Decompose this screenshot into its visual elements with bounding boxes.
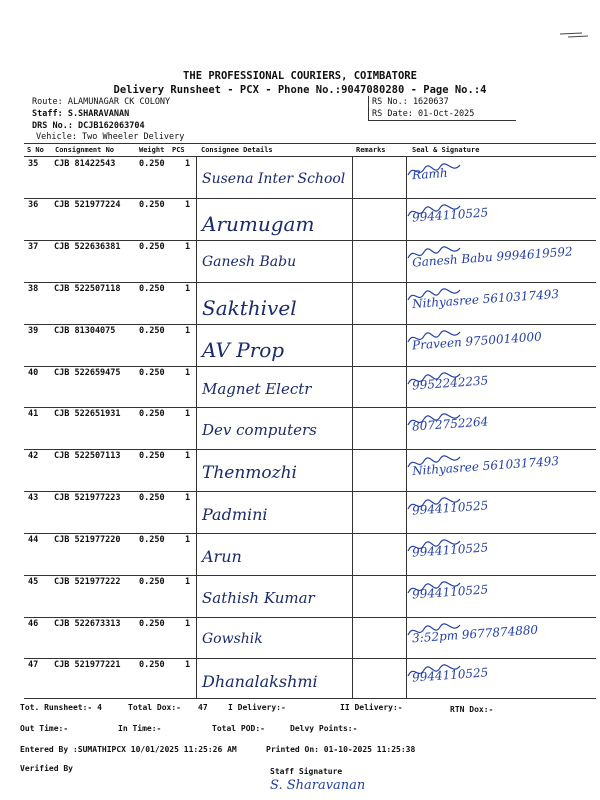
ii-delivery: II Delivery:- bbox=[340, 703, 403, 712]
row-sno: 38 bbox=[28, 284, 39, 294]
row-consignee: AV Prop bbox=[202, 338, 285, 362]
entered-by: Entered By :SUMATHIPCX 10/01/2025 11:25:26 AM bbox=[20, 745, 237, 754]
row-consignment-no: CJB 521977223 bbox=[54, 493, 121, 503]
table-header-line bbox=[24, 156, 596, 157]
row-sno: 39 bbox=[28, 326, 39, 336]
staff-signature-label: Staff Signature bbox=[270, 767, 343, 776]
row-pcs: 1 bbox=[185, 159, 191, 169]
row-separator bbox=[24, 491, 596, 492]
row-pcs: 1 bbox=[185, 577, 191, 587]
row-pcs: 1 bbox=[185, 200, 191, 210]
out-time: Out Time:- bbox=[20, 724, 69, 733]
drs-number: DRS No.: DCJB162063704 bbox=[32, 121, 145, 131]
i-delivery: I Delivery:- bbox=[228, 703, 286, 712]
staff: Staff: S.SHARAVANAN bbox=[32, 109, 130, 119]
signature-scribble bbox=[404, 411, 464, 431]
row-consignee: Ganesh Babu bbox=[202, 254, 297, 270]
row-weight: 0.250 bbox=[139, 159, 165, 169]
row-weight: 0.250 bbox=[139, 368, 165, 378]
row-signature-note: 9944110525 bbox=[411, 498, 489, 518]
row-sno: 43 bbox=[28, 493, 39, 503]
row-consignee: Susena Inter School bbox=[202, 171, 346, 187]
signature-scribble bbox=[404, 621, 464, 641]
row-consignment-no: CJB 81304075 bbox=[54, 326, 116, 336]
row-separator bbox=[24, 366, 596, 367]
row-weight: 0.250 bbox=[139, 284, 165, 294]
row-separator bbox=[24, 658, 596, 659]
row-sno: 46 bbox=[28, 619, 39, 629]
rtn-dox: RTN Dox:- bbox=[450, 705, 494, 714]
col-sno: S No bbox=[27, 146, 44, 154]
row-signature-note: 9952242235 bbox=[411, 373, 489, 393]
row-consignee: Magnet Electr bbox=[202, 380, 312, 398]
row-signature-note: 3:52pm 9677874880 bbox=[411, 622, 539, 646]
signature-scribble bbox=[404, 579, 464, 599]
row-consignee: Padmini bbox=[202, 505, 268, 524]
route: Route: ALAMUNAGAR CK COLONY bbox=[32, 97, 171, 107]
row-weight: 0.250 bbox=[139, 409, 165, 419]
row-weight: 0.250 bbox=[139, 242, 165, 252]
row-weight: 0.250 bbox=[139, 535, 165, 545]
row-pcs: 1 bbox=[185, 451, 191, 461]
row-pcs: 1 bbox=[185, 660, 191, 670]
meta-box-line bbox=[368, 120, 516, 121]
row-separator bbox=[24, 282, 596, 283]
col-pcs: PCS bbox=[172, 146, 185, 154]
row-sno: 47 bbox=[28, 660, 39, 670]
runsheet-subtitle: Delivery Runsheet - PCX - Phone No.:9047080280 - Page No.:4 bbox=[113, 84, 487, 96]
row-signature-note: Praveen 9750014000 bbox=[411, 329, 543, 353]
row-consignment-no: CJB 521977220 bbox=[54, 535, 121, 545]
row-signature-note: Ganesh Babu 9994619592 bbox=[411, 244, 574, 270]
staff-signature: S. Sharavanan bbox=[270, 778, 366, 793]
row-separator bbox=[24, 240, 596, 241]
rs-date: RS Date: 01-Oct-2025 bbox=[372, 109, 475, 119]
delvy-points: Delvy Points:- bbox=[290, 724, 358, 733]
vehicle: Vehicle: Two Wheeler Delivery bbox=[36, 132, 185, 142]
row-signature-note: Ramh bbox=[411, 165, 449, 183]
signature-scribble bbox=[404, 370, 464, 390]
signature-scribble bbox=[404, 537, 464, 557]
col-weight: Weight bbox=[139, 146, 165, 154]
row-separator bbox=[24, 407, 596, 408]
signature-scribble bbox=[404, 495, 464, 515]
pen-mark bbox=[560, 30, 590, 40]
printed-on: Printed On: 01-10-2025 11:25:38 bbox=[266, 745, 416, 754]
row-sno: 45 bbox=[28, 577, 39, 587]
row-consignment-no: CJB 522507118 bbox=[54, 284, 121, 294]
row-sno: 40 bbox=[28, 368, 39, 378]
row-consignment-no: CJB 81422543 bbox=[54, 159, 116, 169]
col-seal: Seal & Signature bbox=[412, 146, 480, 154]
signature-scribble bbox=[404, 662, 464, 682]
total-dox: Total Dox:- bbox=[128, 703, 181, 712]
row-signature-note: 9944110525 bbox=[411, 582, 489, 602]
table-top-line bbox=[24, 143, 596, 144]
row-consignment-no: CJB 522659475 bbox=[54, 368, 121, 378]
row-sno: 35 bbox=[28, 159, 39, 169]
row-separator bbox=[24, 533, 596, 534]
row-weight: 0.250 bbox=[139, 200, 165, 210]
signature-scribble bbox=[404, 286, 464, 306]
signature-scribble bbox=[404, 161, 464, 181]
row-sno: 42 bbox=[28, 451, 39, 461]
row-consignee: Sakthivel bbox=[202, 296, 297, 320]
tot-runsheet: Tot. Runsheet:- 4 bbox=[20, 703, 102, 712]
row-weight: 0.250 bbox=[139, 326, 165, 336]
total-pod: Total POD:- bbox=[212, 724, 265, 733]
row-separator bbox=[24, 575, 596, 576]
row-pcs: 1 bbox=[185, 409, 191, 419]
row-consignee: Dev computers bbox=[202, 421, 317, 439]
signature-scribble bbox=[404, 453, 464, 473]
row-consignment-no: CJB 522636381 bbox=[54, 242, 121, 252]
row-consignee: Dhanalakshmi bbox=[202, 672, 318, 691]
row-pcs: 1 bbox=[185, 535, 191, 545]
row-weight: 0.250 bbox=[139, 577, 165, 587]
row-consignee: Sathish Kumar bbox=[202, 589, 315, 607]
table-bottom-line bbox=[24, 698, 596, 699]
row-pcs: 1 bbox=[185, 368, 191, 378]
row-consignee: Thenmozhi bbox=[202, 463, 297, 483]
row-pcs: 1 bbox=[185, 326, 191, 336]
row-consignment-no: CJB 521977221 bbox=[54, 660, 121, 670]
row-separator bbox=[24, 617, 596, 618]
in-time: In Time:- bbox=[118, 724, 162, 733]
col-consignee: Consignee Details bbox=[201, 146, 273, 154]
row-consignee: Arumugam bbox=[202, 212, 315, 236]
total-dox-value: 47 bbox=[198, 703, 208, 712]
row-consignment-no: CJB 522673313 bbox=[54, 619, 121, 629]
row-consignment-no: CJB 522651931 bbox=[54, 409, 121, 419]
row-sno: 37 bbox=[28, 242, 39, 252]
row-sno: 41 bbox=[28, 409, 39, 419]
verified-by: Verified By bbox=[20, 764, 73, 773]
row-sno: 44 bbox=[28, 535, 39, 545]
row-signature-note: 9944110525 bbox=[411, 205, 489, 225]
signature-scribble bbox=[404, 244, 464, 264]
row-pcs: 1 bbox=[185, 242, 191, 252]
row-pcs: 1 bbox=[185, 284, 191, 294]
row-weight: 0.250 bbox=[139, 451, 165, 461]
row-sno: 36 bbox=[28, 200, 39, 210]
row-signature-note: Nithyasree 5610317493 bbox=[411, 453, 560, 479]
signature-scribble bbox=[404, 202, 464, 222]
row-signature-note: 9944110525 bbox=[411, 540, 489, 560]
col-consignment: Consignment No bbox=[55, 146, 115, 154]
row-signature-note: 8072752264 bbox=[411, 414, 489, 434]
row-weight: 0.250 bbox=[139, 619, 165, 629]
row-consignment-no: CJB 522507113 bbox=[54, 451, 121, 461]
rs-number: RS No.: 1620637 bbox=[372, 97, 449, 107]
row-pcs: 1 bbox=[185, 619, 191, 629]
row-separator bbox=[24, 324, 596, 325]
company-title: THE PROFESSIONAL COURIERS, COIMBATORE bbox=[183, 70, 417, 82]
row-signature-note: Nithyasree 5610317493 bbox=[411, 286, 560, 312]
row-consignee: Gowshik bbox=[202, 631, 263, 647]
row-separator bbox=[24, 198, 596, 199]
col-remarks: Remarks bbox=[356, 146, 386, 154]
row-consignee: Arun bbox=[202, 547, 242, 566]
row-weight: 0.250 bbox=[139, 660, 165, 670]
row-consignment-no: CJB 521977224 bbox=[54, 200, 121, 210]
row-pcs: 1 bbox=[185, 493, 191, 503]
row-separator bbox=[24, 449, 596, 450]
meta-divider bbox=[368, 96, 369, 120]
row-signature-note: 9944110525 bbox=[411, 665, 489, 685]
row-consignment-no: CJB 521977222 bbox=[54, 577, 121, 587]
row-weight: 0.250 bbox=[139, 493, 165, 503]
signature-scribble bbox=[404, 328, 464, 348]
